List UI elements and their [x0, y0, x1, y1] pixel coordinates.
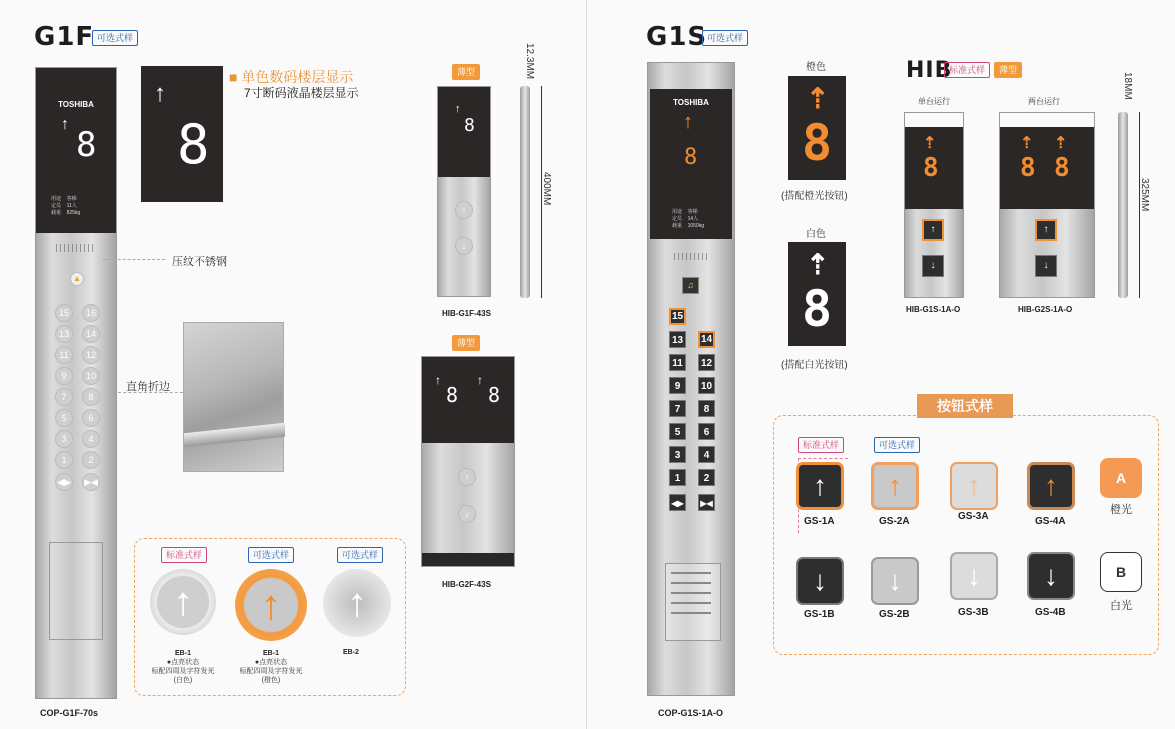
display-subheading: 7寸断码液晶楼层显示: [244, 86, 359, 100]
fold-label: 直角折边: [126, 381, 170, 393]
speaker-grille: [56, 244, 96, 252]
gs-1a-label: GS-1A: [804, 516, 835, 527]
up-arrow-icon: ⇡: [923, 135, 937, 152]
std-tag: 标准式样: [798, 437, 844, 453]
single-label: 单台运行: [918, 97, 950, 106]
hall-up-button[interactable]: ↑: [455, 201, 473, 219]
hib-g1f-panel: [437, 86, 491, 297]
gs-3b-label: GS-3B: [958, 607, 989, 618]
thin-tag: 薄型: [452, 335, 480, 351]
gs-2a-label: GS-2A: [879, 516, 910, 527]
floor-button[interactable]: 13: [669, 331, 686, 348]
display-heading: ■ 单色数码楼层显示: [229, 69, 354, 85]
hib-title: HIB: [906, 58, 953, 83]
button-column-left: [55, 304, 73, 491]
up-arrow-icon: ↑: [154, 80, 166, 107]
hib-g1s-panel: [904, 112, 964, 298]
gs-1a-button[interactable]: ↑: [796, 462, 844, 510]
hib2-model: HIB-G2F-43S: [442, 580, 491, 589]
orange-note: (搭配橙光按钮): [781, 191, 848, 202]
gs-2b-button[interactable]: ↓: [871, 557, 919, 605]
door-open-button[interactable]: ◀▶: [669, 494, 686, 511]
alarm-bell-icon[interactable]: ♫: [682, 277, 699, 294]
floor-button[interactable]: 12: [82, 346, 100, 364]
gs-2a-button[interactable]: ↑: [871, 462, 919, 510]
brand-logo: TOSHIBA: [58, 100, 94, 109]
cop-display: [36, 68, 116, 233]
door-close-button[interactable]: ▶◀: [82, 473, 100, 491]
floor-button[interactable]: 8: [698, 400, 715, 417]
double-label: 两台运行: [1028, 97, 1060, 106]
up-arrow-icon: ⇡: [806, 249, 830, 280]
floor-digit: 8: [1020, 153, 1036, 183]
page-title-g1s: G1S: [646, 22, 708, 52]
floor-button[interactable]: 11: [669, 354, 686, 371]
floor-digit: 8: [464, 115, 475, 136]
gs-4b-label: GS-4B: [1035, 607, 1066, 618]
button-column-right: [82, 304, 100, 491]
fold-edge: [184, 423, 285, 448]
gs-4b-button[interactable]: ↓: [1027, 552, 1075, 600]
floor-button[interactable]: 11: [55, 346, 73, 364]
floor-button[interactable]: 9: [55, 367, 73, 385]
eb1-white-button[interactable]: ↑: [150, 569, 216, 635]
up-arrow-icon: ↑: [477, 373, 483, 387]
floor-button[interactable]: 15: [55, 304, 73, 322]
white-label: 白色: [806, 229, 826, 240]
hib1-model: HIB-G1F-43S: [442, 309, 491, 318]
cop-panel-g1f: [35, 67, 117, 699]
gs-4a-label: GS-4A: [1035, 516, 1066, 527]
door-open-button[interactable]: ◀▶: [55, 473, 73, 491]
floor-button[interactable]: 3: [669, 446, 686, 463]
page-title-g1f: G1F: [34, 22, 95, 52]
left-page: [0, 0, 587, 729]
speaker-grille: [674, 253, 708, 260]
hib-bottom-strip: [422, 553, 514, 566]
floor-button[interactable]: 8: [82, 388, 100, 406]
floor-button[interactable]: 6: [698, 423, 715, 440]
hall-down-button[interactable]: ↓: [1035, 255, 1057, 277]
text-line: [671, 582, 711, 584]
text-line: [671, 572, 711, 574]
floor-button[interactable]: 5: [669, 423, 686, 440]
floor-button[interactable]: 12: [698, 354, 715, 371]
hall-down-button[interactable]: ↓: [922, 255, 944, 277]
floor-button[interactable]: 13: [55, 325, 73, 343]
eb1-white-desc: EB-1 ●点亮状态 标配四周及字符发光 (白色): [151, 650, 215, 684]
side-profile: [1118, 112, 1128, 298]
text-line: [671, 592, 711, 594]
dim-thickness: 12.3MM: [524, 43, 535, 80]
floor-button[interactable]: 1: [55, 451, 73, 469]
cop-panel-g1s: [647, 62, 735, 696]
right-page: [588, 0, 1175, 729]
floor-digit: 8: [684, 145, 698, 170]
thin-tag: 薄型: [452, 64, 480, 80]
eb1-orange-button[interactable]: ↑: [235, 569, 307, 641]
capacity-info: 用途 客梯 定员 11人 载重 825kg: [51, 196, 81, 216]
gs-1b-label: GS-1B: [804, 609, 835, 620]
dim-thickness: 18MM: [1122, 72, 1133, 100]
orange-label: 橙色: [806, 62, 826, 73]
white-light-label: 白光: [1110, 600, 1132, 612]
up-arrow-icon: ↑: [61, 116, 69, 133]
hall-up-button[interactable]: ↑: [1035, 219, 1057, 241]
floor-button[interactable]: 15: [669, 308, 686, 325]
hib-tag-thin: 薄型: [994, 62, 1022, 78]
eb2-name: EB-2: [343, 649, 359, 656]
hib-g1s-model: HIB-G1S-1A-O: [906, 305, 961, 314]
instruction-plate: [665, 563, 721, 641]
hib-g2s-panel: [999, 112, 1095, 298]
gs-1b-button[interactable]: ↓: [796, 557, 844, 605]
hall-down-button[interactable]: ↓: [455, 237, 473, 255]
up-arrow-icon: ↑: [435, 373, 441, 387]
floor-button[interactable]: 3: [55, 430, 73, 448]
button-styles-title: 按钮式样: [917, 394, 1013, 418]
floor-button[interactable]: 5: [55, 409, 73, 427]
title-tag: 可选式样: [92, 30, 138, 46]
floor-button[interactable]: 7: [669, 400, 686, 417]
floor-digit: 8: [802, 280, 833, 338]
floor-button[interactable]: 14: [82, 325, 100, 343]
eb-tag: 标准式样: [161, 547, 207, 563]
opt-tag: 可选式样: [874, 437, 920, 453]
white-dot-display: [788, 242, 846, 346]
floor-button[interactable]: 4: [82, 430, 100, 448]
hib-steel: [1000, 209, 1094, 297]
title-tag: 可选式样: [702, 30, 748, 46]
capacity-info: 用途 客梯 定员 14人 载重 1050kg: [672, 209, 704, 229]
floor-button[interactable]: 2: [698, 469, 715, 486]
fold-edge-photo: [183, 322, 284, 472]
floor-button[interactable]: 1: [669, 469, 686, 486]
floor-button[interactable]: 10: [698, 377, 715, 394]
up-arrow-icon: ⇡: [1054, 135, 1068, 152]
floor-digit: 8: [802, 114, 833, 172]
steel-label: 压纹不锈钢: [172, 256, 227, 268]
white-light-badge: B: [1100, 552, 1142, 592]
leader-line: [103, 259, 165, 260]
hib-display: [1000, 127, 1094, 209]
dim-height: 325MM: [1139, 178, 1150, 212]
hib-g2f-panel: [421, 356, 515, 567]
hall-up-button[interactable]: ↑: [458, 468, 476, 486]
hall-down-button[interactable]: ↓: [458, 505, 476, 523]
hib-steel: [905, 209, 963, 297]
cop-model-label: COP-G1F-70s: [40, 708, 99, 718]
hib-display: [422, 357, 514, 443]
eb1-orange-desc: EB-1 ●点亮状态 标配四周及字符发光 (橙色): [239, 650, 303, 684]
eb-tag: 可选式样: [248, 547, 294, 563]
hib-display: [438, 87, 490, 177]
floor-button[interactable]: 10: [82, 367, 100, 385]
text-line: [671, 602, 711, 604]
floor-digit: 8: [177, 113, 210, 176]
eb2-button[interactable]: ↑: [323, 569, 391, 637]
floor-digit: 8: [923, 153, 939, 183]
orange-light-label: 橙光: [1110, 504, 1132, 516]
up-arrow-icon: ↑: [455, 103, 461, 115]
eb-options-box: [134, 538, 406, 696]
up-arrow-icon: ⇡: [1020, 135, 1034, 152]
floor-digit: 8: [1054, 153, 1070, 183]
floor-button[interactable]: 4: [698, 446, 715, 463]
floor-digit-b: 8: [488, 383, 501, 407]
up-arrow-icon: ⇡: [806, 83, 830, 114]
floor-digit: 8: [76, 125, 97, 165]
orange-light-badge: A: [1100, 458, 1142, 498]
hib-g2s-model: HIB-G2S-1A-O: [1018, 305, 1073, 314]
hib-tag-std: 标准式样: [944, 62, 990, 78]
gs-2b-label: GS-2B: [879, 609, 910, 620]
floor-button[interactable]: 6: [82, 409, 100, 427]
service-cabinet: [49, 542, 103, 640]
floor-button[interactable]: 7: [55, 388, 73, 406]
floor-digit-a: 8: [446, 383, 459, 407]
up-arrow-icon: ↑: [683, 111, 693, 133]
hall-up-button[interactable]: ↑: [922, 219, 944, 241]
dim-height: 400MM: [541, 172, 552, 206]
hib-display: [905, 127, 963, 209]
orange-dot-display: [788, 76, 846, 180]
gs-3b-button[interactable]: ↓: [950, 552, 998, 600]
gs-3a-button[interactable]: ↑: [950, 462, 998, 510]
brand-logo: TOSHIBA: [673, 98, 709, 107]
floor-button[interactable]: 14: [698, 331, 715, 348]
floor-button[interactable]: 16: [82, 304, 100, 322]
lcd-display-sample: [141, 66, 223, 202]
gs-3a-label: GS-3A: [958, 511, 989, 522]
floor-button[interactable]: 9: [669, 377, 686, 394]
white-note: (搭配白光按钮): [781, 360, 848, 371]
text-line: [671, 612, 711, 614]
cop-display: [650, 89, 732, 239]
eb-tag: 可选式样: [337, 547, 383, 563]
hib-steel: [422, 443, 514, 553]
gs-4a-button[interactable]: ↑: [1027, 462, 1075, 510]
door-close-button[interactable]: ▶◀: [698, 494, 715, 511]
hib-steel: [438, 177, 490, 296]
side-profile: [520, 86, 530, 298]
alarm-bell-icon[interactable]: ▲: [70, 272, 84, 286]
floor-button[interactable]: 2: [82, 451, 100, 469]
cop-model-label: COP-G1S-1A-O: [658, 708, 724, 718]
